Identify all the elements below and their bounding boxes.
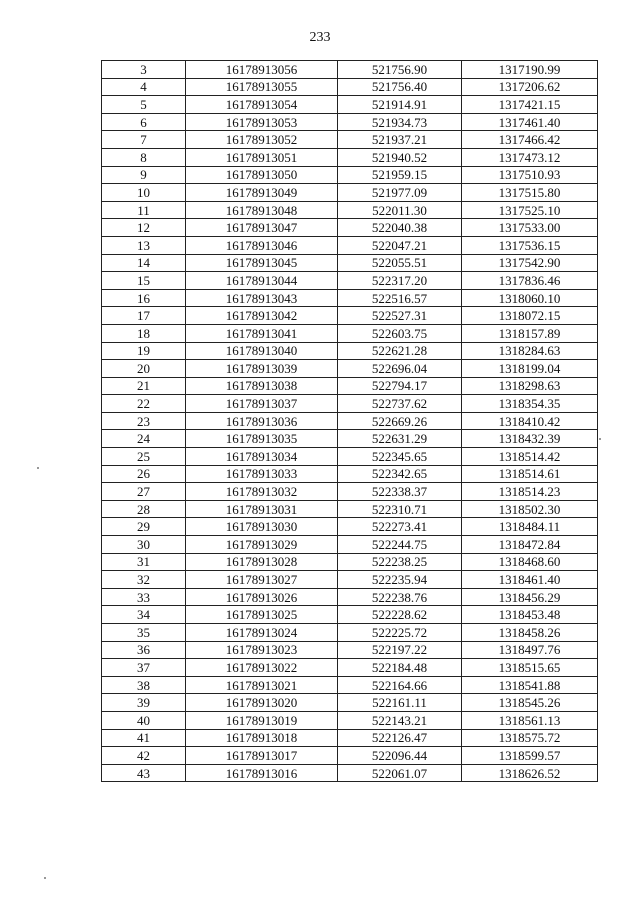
table-row xyxy=(102,588,598,606)
table-row xyxy=(102,307,598,325)
point-id-cell: 16178913045 xyxy=(186,254,338,272)
y-coordinate-cell: 1318157.89 xyxy=(462,324,598,342)
y-coordinate-cell: 1318514.23 xyxy=(462,483,598,501)
table-row xyxy=(102,201,598,219)
point-id-cell: 16178913039 xyxy=(186,360,338,378)
x-coordinate-cell: 522225.72 xyxy=(338,624,462,642)
point-id-cell: 16178913047 xyxy=(186,219,338,237)
y-coordinate-cell: 1318072.15 xyxy=(462,307,598,325)
point-number-cell: 9 xyxy=(102,166,186,184)
y-coordinate-cell: 1318545.26 xyxy=(462,694,598,712)
x-coordinate-cell: 522228.62 xyxy=(338,606,462,624)
point-id-cell: 16178913048 xyxy=(186,201,338,219)
point-number-cell: 16 xyxy=(102,289,186,307)
x-coordinate-cell: 521756.40 xyxy=(338,78,462,96)
x-coordinate-cell: 521756.90 xyxy=(338,61,462,79)
table-row xyxy=(102,78,598,96)
point-number-cell: 22 xyxy=(102,395,186,413)
point-id-cell: 16178913023 xyxy=(186,641,338,659)
table-row xyxy=(102,219,598,237)
point-id-cell: 16178913021 xyxy=(186,676,338,694)
point-id-cell: 16178913033 xyxy=(186,465,338,483)
point-id-cell: 16178913055 xyxy=(186,78,338,96)
y-coordinate-cell: 1318626.52 xyxy=(462,764,598,782)
point-number-cell: 30 xyxy=(102,536,186,554)
table-row xyxy=(102,96,598,114)
table-row xyxy=(102,571,598,589)
table-row xyxy=(102,536,598,554)
y-coordinate-cell: 1318354.35 xyxy=(462,395,598,413)
point-id-cell: 16178913054 xyxy=(186,96,338,114)
point-number-cell: 24 xyxy=(102,430,186,448)
y-coordinate-cell: 1318468.60 xyxy=(462,553,598,571)
x-coordinate-cell: 521914.91 xyxy=(338,96,462,114)
x-coordinate-cell: 522273.41 xyxy=(338,518,462,536)
point-number-cell: 26 xyxy=(102,465,186,483)
y-coordinate-cell: 1317525.10 xyxy=(462,201,598,219)
point-id-cell: 16178913043 xyxy=(186,289,338,307)
point-id-cell: 16178913016 xyxy=(186,764,338,782)
x-coordinate-cell: 522040.38 xyxy=(338,219,462,237)
table-row xyxy=(102,500,598,518)
y-coordinate-cell: 1317461.40 xyxy=(462,113,598,131)
point-id-cell: 16178913030 xyxy=(186,518,338,536)
x-coordinate-cell: 522631.29 xyxy=(338,430,462,448)
point-number-cell: 17 xyxy=(102,307,186,325)
table-row xyxy=(102,131,598,149)
y-coordinate-cell: 1317542.90 xyxy=(462,254,598,272)
point-number-cell: 15 xyxy=(102,272,186,290)
x-coordinate-cell: 521937.21 xyxy=(338,131,462,149)
point-id-cell: 16178913042 xyxy=(186,307,338,325)
x-coordinate-cell: 521934.73 xyxy=(338,113,462,131)
point-id-cell: 16178913020 xyxy=(186,694,338,712)
x-coordinate-cell: 522244.75 xyxy=(338,536,462,554)
table-row xyxy=(102,254,598,272)
table-row xyxy=(102,61,598,79)
y-coordinate-cell: 1317421.15 xyxy=(462,96,598,114)
y-coordinate-cell: 1318410.42 xyxy=(462,412,598,430)
y-coordinate-cell: 1318497.76 xyxy=(462,641,598,659)
point-number-cell: 28 xyxy=(102,500,186,518)
point-id-cell: 16178913026 xyxy=(186,588,338,606)
point-id-cell: 16178913031 xyxy=(186,500,338,518)
y-coordinate-cell: 1317515.80 xyxy=(462,184,598,202)
y-coordinate-cell: 1318484.11 xyxy=(462,518,598,536)
point-id-cell: 16178913044 xyxy=(186,272,338,290)
table-row xyxy=(102,694,598,712)
point-number-cell: 40 xyxy=(102,711,186,729)
table-row xyxy=(102,324,598,342)
point-number-cell: 29 xyxy=(102,518,186,536)
point-id-cell: 16178913034 xyxy=(186,448,338,466)
point-id-cell: 16178913051 xyxy=(186,148,338,166)
y-coordinate-cell: 1318453.48 xyxy=(462,606,598,624)
point-number-cell: 36 xyxy=(102,641,186,659)
x-coordinate-cell: 521959.15 xyxy=(338,166,462,184)
point-id-cell: 16178913037 xyxy=(186,395,338,413)
y-coordinate-cell: 1318541.88 xyxy=(462,676,598,694)
table-row xyxy=(102,148,598,166)
point-number-cell: 5 xyxy=(102,96,186,114)
point-id-cell: 16178913041 xyxy=(186,324,338,342)
point-number-cell: 25 xyxy=(102,448,186,466)
point-id-cell: 16178913022 xyxy=(186,659,338,677)
y-coordinate-cell: 1317836.46 xyxy=(462,272,598,290)
x-coordinate-cell: 522055.51 xyxy=(338,254,462,272)
y-coordinate-cell: 1318502.30 xyxy=(462,500,598,518)
table-row xyxy=(102,606,598,624)
x-coordinate-cell: 521940.52 xyxy=(338,148,462,166)
x-coordinate-cell: 522161.11 xyxy=(338,694,462,712)
page-number: 233 xyxy=(309,30,331,45)
y-coordinate-cell: 1318458.26 xyxy=(462,624,598,642)
y-coordinate-cell: 1317473.12 xyxy=(462,148,598,166)
x-coordinate-cell: 522184.48 xyxy=(338,659,462,677)
x-coordinate-cell: 522338.37 xyxy=(338,483,462,501)
table-row xyxy=(102,113,598,131)
x-coordinate-cell: 521977.09 xyxy=(338,184,462,202)
point-number-cell: 4 xyxy=(102,78,186,96)
y-coordinate-cell: 1318461.40 xyxy=(462,571,598,589)
table-row xyxy=(102,465,598,483)
x-coordinate-cell: 522011.30 xyxy=(338,201,462,219)
point-number-cell: 3 xyxy=(102,61,186,79)
table-row xyxy=(102,659,598,677)
y-coordinate-cell: 1318284.63 xyxy=(462,342,598,360)
x-coordinate-cell: 522126.47 xyxy=(338,729,462,747)
y-coordinate-cell: 1318472.84 xyxy=(462,536,598,554)
x-coordinate-cell: 522737.62 xyxy=(338,395,462,413)
x-coordinate-cell: 522794.17 xyxy=(338,377,462,395)
y-coordinate-cell: 1318514.61 xyxy=(462,465,598,483)
x-coordinate-cell: 522345.65 xyxy=(338,448,462,466)
table-row xyxy=(102,483,598,501)
table-row xyxy=(102,360,598,378)
point-id-cell: 16178913052 xyxy=(186,131,338,149)
table-row xyxy=(102,184,598,202)
table-row xyxy=(102,764,598,782)
y-coordinate-cell: 1317533.00 xyxy=(462,219,598,237)
y-coordinate-cell: 1318060.10 xyxy=(462,289,598,307)
point-id-cell: 16178913018 xyxy=(186,729,338,747)
x-coordinate-cell: 522197.22 xyxy=(338,641,462,659)
scan-speck xyxy=(599,438,601,440)
y-coordinate-cell: 1318199.04 xyxy=(462,360,598,378)
x-coordinate-cell: 522238.76 xyxy=(338,588,462,606)
point-id-cell: 16178913029 xyxy=(186,536,338,554)
x-coordinate-cell: 522047.21 xyxy=(338,236,462,254)
table-row xyxy=(102,624,598,642)
x-coordinate-cell: 522621.28 xyxy=(338,342,462,360)
coordinates-table-body xyxy=(102,61,598,782)
point-id-cell: 16178913028 xyxy=(186,553,338,571)
x-coordinate-cell: 522143.21 xyxy=(338,711,462,729)
point-number-cell: 34 xyxy=(102,606,186,624)
point-number-cell: 10 xyxy=(102,184,186,202)
table-row xyxy=(102,412,598,430)
x-coordinate-cell: 522235.94 xyxy=(338,571,462,589)
point-number-cell: 41 xyxy=(102,729,186,747)
table-row xyxy=(102,711,598,729)
scan-speck xyxy=(44,877,46,879)
y-coordinate-cell: 1318575.72 xyxy=(462,729,598,747)
x-coordinate-cell: 522342.65 xyxy=(338,465,462,483)
table-row xyxy=(102,236,598,254)
x-coordinate-cell: 522317.20 xyxy=(338,272,462,290)
point-id-cell: 16178913035 xyxy=(186,430,338,448)
point-number-cell: 39 xyxy=(102,694,186,712)
y-coordinate-cell: 1317510.93 xyxy=(462,166,598,184)
table-row xyxy=(102,377,598,395)
x-coordinate-cell: 522310.71 xyxy=(338,500,462,518)
y-coordinate-cell: 1318599.57 xyxy=(462,747,598,765)
table-row xyxy=(102,289,598,307)
x-coordinate-cell: 522238.25 xyxy=(338,553,462,571)
point-number-cell: 43 xyxy=(102,764,186,782)
point-number-cell: 13 xyxy=(102,236,186,254)
point-id-cell: 16178913050 xyxy=(186,166,338,184)
point-number-cell: 12 xyxy=(102,219,186,237)
point-number-cell: 42 xyxy=(102,747,186,765)
point-number-cell: 18 xyxy=(102,324,186,342)
point-id-cell: 16178913017 xyxy=(186,747,338,765)
point-id-cell: 16178913024 xyxy=(186,624,338,642)
table-row xyxy=(102,395,598,413)
point-number-cell: 33 xyxy=(102,588,186,606)
y-coordinate-cell: 1318514.42 xyxy=(462,448,598,466)
point-number-cell: 11 xyxy=(102,201,186,219)
point-number-cell: 8 xyxy=(102,148,186,166)
point-id-cell: 16178913025 xyxy=(186,606,338,624)
x-coordinate-cell: 522669.26 xyxy=(338,412,462,430)
point-id-cell: 16178913040 xyxy=(186,342,338,360)
y-coordinate-cell: 1318298.63 xyxy=(462,377,598,395)
y-coordinate-cell: 1318456.29 xyxy=(462,588,598,606)
x-coordinate-cell: 522527.31 xyxy=(338,307,462,325)
point-number-cell: 21 xyxy=(102,377,186,395)
point-id-cell: 16178913019 xyxy=(186,711,338,729)
point-number-cell: 23 xyxy=(102,412,186,430)
point-number-cell: 19 xyxy=(102,342,186,360)
point-id-cell: 16178913053 xyxy=(186,113,338,131)
point-id-cell: 16178913049 xyxy=(186,184,338,202)
point-number-cell: 20 xyxy=(102,360,186,378)
table-row xyxy=(102,676,598,694)
table-row xyxy=(102,166,598,184)
point-number-cell: 31 xyxy=(102,553,186,571)
y-coordinate-cell: 1318432.39 xyxy=(462,430,598,448)
y-coordinate-cell: 1317536.15 xyxy=(462,236,598,254)
point-id-cell: 16178913032 xyxy=(186,483,338,501)
x-coordinate-cell: 522516.57 xyxy=(338,289,462,307)
y-coordinate-cell: 1317206.62 xyxy=(462,78,598,96)
table-row xyxy=(102,729,598,747)
x-coordinate-cell: 522696.04 xyxy=(338,360,462,378)
point-number-cell: 6 xyxy=(102,113,186,131)
coordinates-table xyxy=(101,60,598,782)
table-row xyxy=(102,518,598,536)
table-row xyxy=(102,747,598,765)
x-coordinate-cell: 522603.75 xyxy=(338,324,462,342)
x-coordinate-cell: 522164.66 xyxy=(338,676,462,694)
table-row xyxy=(102,641,598,659)
table-row xyxy=(102,430,598,448)
y-coordinate-cell: 1317190.99 xyxy=(462,61,598,79)
point-id-cell: 16178913038 xyxy=(186,377,338,395)
x-coordinate-cell: 522061.07 xyxy=(338,764,462,782)
point-number-cell: 35 xyxy=(102,624,186,642)
table-row xyxy=(102,553,598,571)
point-id-cell: 16178913056 xyxy=(186,61,338,79)
scan-speck xyxy=(37,467,39,469)
point-number-cell: 14 xyxy=(102,254,186,272)
y-coordinate-cell: 1318515.65 xyxy=(462,659,598,677)
y-coordinate-cell: 1317466.42 xyxy=(462,131,598,149)
point-number-cell: 27 xyxy=(102,483,186,501)
table-row xyxy=(102,272,598,290)
point-number-cell: 7 xyxy=(102,131,186,149)
table-row xyxy=(102,342,598,360)
point-number-cell: 32 xyxy=(102,571,186,589)
x-coordinate-cell: 522096.44 xyxy=(338,747,462,765)
point-number-cell: 37 xyxy=(102,659,186,677)
point-id-cell: 16178913027 xyxy=(186,571,338,589)
point-number-cell: 38 xyxy=(102,676,186,694)
table-row xyxy=(102,448,598,466)
y-coordinate-cell: 1318561.13 xyxy=(462,711,598,729)
point-id-cell: 16178913046 xyxy=(186,236,338,254)
point-id-cell: 16178913036 xyxy=(186,412,338,430)
